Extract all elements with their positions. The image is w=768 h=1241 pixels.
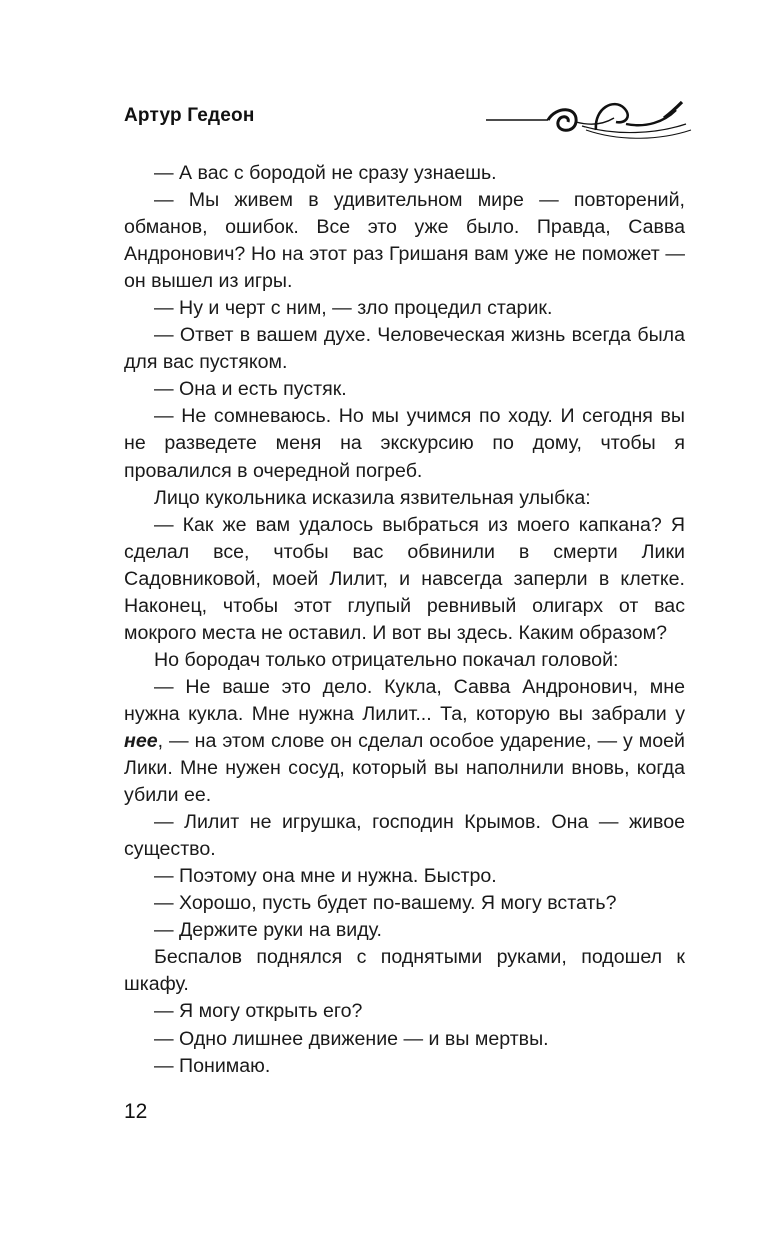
paragraph-text: — Не ваше это дело. Кукла, Савва Андронович, мне нужна кукла. Мне нужна Лилит... Та, которую вы забрали у: [124, 675, 685, 725]
page-text: [124, 160, 685, 1080]
paragraph: — Ответ в вашем духе. Человеческая жизнь всегда была для вас пустяком.: [124, 324, 685, 374]
paragraph: [124, 674, 685, 809]
paragraph: Беспалов поднялся с поднятыми руками, подошел к шкафу.: [124, 946, 685, 996]
paragraph: — Поэтому она мне и нужна. Быстро.: [154, 865, 497, 888]
paragraph-text: , — на этом слове он сделал особое ударение, — у моей Лики. Мне нужен сосуд, который вы наполнили вновь, когда убили ее.: [124, 729, 685, 807]
paragraph: Но бородач только отрицательно покачал головой:: [154, 648, 619, 671]
running-header: [124, 100, 696, 150]
paragraph: — Одно лишнее движение — и вы мертвы.: [154, 1027, 549, 1050]
paragraph: — Понимаю.: [154, 1054, 271, 1077]
paragraph: — Лилит не игрушка, господин Крымов. Она — живое существо.: [124, 811, 685, 861]
swirl-ornament-icon: [486, 100, 696, 146]
paragraph: — А вас с бородой не сразу узнаешь.: [154, 162, 497, 184]
paragraph: — Как же вам удалось выбраться из моего капкана? Я сделал все, чтобы вас обвинили в смерти Лики Садовниковой, моей Лилит, и навсегда заперли в клетке. Наконец, чтобы этот глупый ревнивый олигарх от вас мокрого места не оставил. И вот вы здесь. Каким образом?: [124, 513, 685, 644]
paragraph: — Мы живем в удивительном мире — повторений, обманов, ошибок. Все это уже было. Правда, Савва Андронович? Но на этот раз Гришаня вам уже не поможет — он вышел из игры.: [124, 189, 685, 293]
paragraph: — Я могу открыть его?: [154, 1000, 363, 1023]
paragraph: Лицо кукольника исказила язвительная улыбка:: [154, 486, 591, 509]
emphasized-word: нее: [124, 729, 158, 752]
paragraph: — Ну и черт с ним, — зло процедил старик.: [154, 297, 553, 320]
paragraph: — Не сомневаюсь. Но мы учимся по ходу. И сегодня вы не разведете меня на экскурсию по дому, чтобы я провалился в очередной погреб.: [124, 405, 685, 482]
page-number: 12: [124, 1100, 148, 1123]
paragraph: — Она и есть пустяк.: [154, 378, 347, 401]
paragraph: — Держите руки на виду.: [154, 919, 382, 942]
paragraph: — Хорошо, пусть будет по-вашему. Я могу встать?: [154, 892, 617, 915]
author-name: Артур Гедеон: [124, 105, 255, 126]
